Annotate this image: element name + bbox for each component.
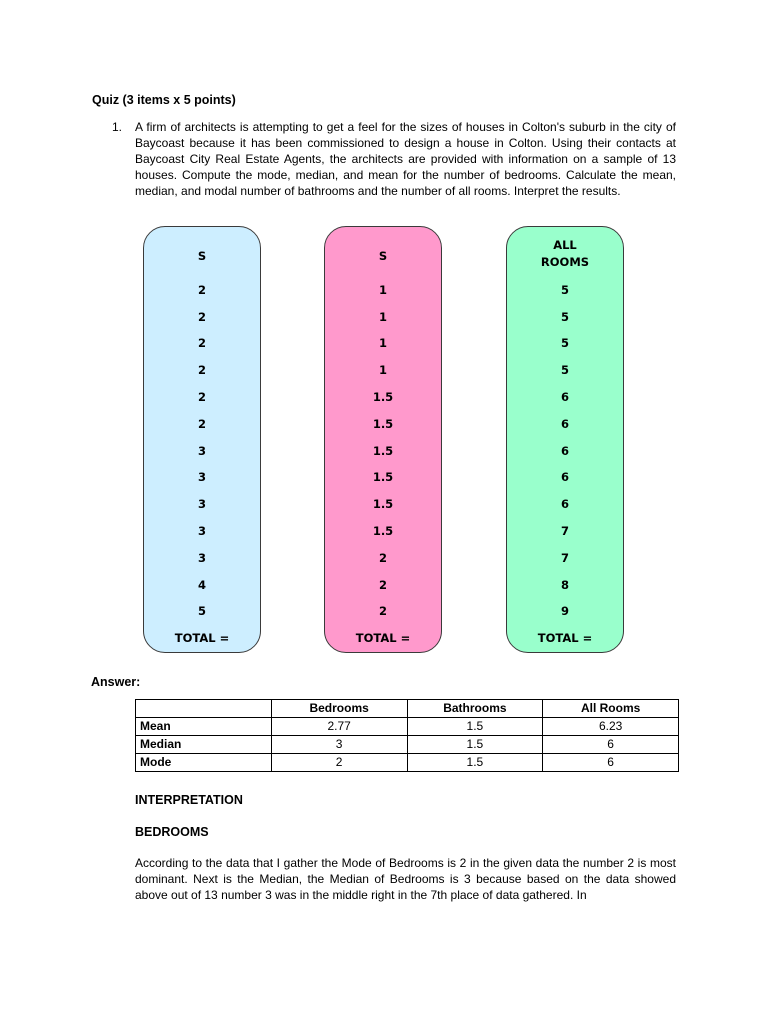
table-cell: 2.77 [271, 718, 407, 736]
table-cell: 1.5 [407, 718, 543, 736]
table-row [136, 754, 679, 772]
column-value: 1.5 [372, 390, 394, 405]
column-value: 1.5 [372, 524, 394, 539]
table-row [136, 736, 679, 754]
all-rooms-column [506, 226, 624, 653]
table-cell: 1.5 [407, 736, 543, 754]
column-value: 7 [560, 550, 569, 565]
bedrooms-heading: BEDROOMS [135, 825, 209, 839]
table-cell: 1.5 [407, 754, 543, 772]
column-value: 2 [378, 550, 387, 565]
column-value: 1.5 [372, 443, 394, 458]
table-cell: 6.23 [543, 718, 679, 736]
interpretation-heading: INTERPRETATION [135, 793, 243, 807]
column-value: 6 [560, 390, 569, 405]
table-cell: 6 [543, 754, 679, 772]
column-value: 2 [197, 363, 206, 378]
column-value: 1 [378, 282, 387, 297]
bathrooms-column [324, 226, 442, 653]
question-text: A firm of architects is attempting to get a feel for the sizes of houses in Colton's suburb in the city of Baycoast because it has been commissioned to design a house in Colton. Using their contacts at Baycoast City Real Estate Agents, the architects are provided with information on a sample of 13 houses. Compute the mode, median, and mean for the number of bedrooms. Calculate the mean, median, and modal number of bathrooms and the number of all rooms. Interpret the results. [135, 120, 676, 198]
column-value: 2 [197, 336, 206, 351]
results-header-cell: Bedrooms [271, 700, 407, 718]
column-value: 5 [560, 363, 569, 378]
column-value: 3 [197, 524, 206, 539]
column-value: 2 [378, 577, 387, 592]
column-header: ALL ROOMS [540, 237, 590, 269]
column-value: 6 [560, 443, 569, 458]
column-value: 1.5 [372, 497, 394, 512]
row-label: Median [136, 736, 272, 754]
column-header: S [378, 249, 388, 264]
column-value: 7 [560, 524, 569, 539]
column-value: 1 [378, 336, 387, 351]
column-total-label: TOTAL = [355, 631, 411, 646]
table-cell: 3 [271, 736, 407, 754]
column-value: 2 [197, 309, 206, 324]
row-label: Mean [136, 718, 272, 736]
column-value: 1.5 [372, 470, 394, 485]
column-value: 5 [560, 309, 569, 324]
column-value: 6 [560, 470, 569, 485]
column-value: 1 [378, 363, 387, 378]
column-value: 2 [197, 416, 206, 431]
column-value: 5 [560, 282, 569, 297]
column-value: 3 [197, 443, 206, 458]
results-header-cell: Bathrooms [407, 700, 543, 718]
column-value: 6 [560, 416, 569, 431]
column-value: 9 [560, 604, 569, 619]
column-value: 1.5 [372, 416, 394, 431]
question-number: 1. [112, 120, 123, 134]
row-label: Mode [136, 754, 272, 772]
column-value: 4 [197, 577, 206, 592]
answer-label: Answer: [91, 675, 141, 689]
column-value: 8 [560, 577, 569, 592]
column-header: S [197, 249, 207, 264]
table-cell: 2 [271, 754, 407, 772]
results-header-cell [136, 700, 272, 718]
bedrooms-paragraph: According to the data that I gather the Mode of Bedrooms is 2 in the given data the number 2 is most dominant. Next is the Median, the Median of Bedrooms is 3 because based on the data showed above out of 13 number 3 was in the middle right in the 7th place of data gathered. In [135, 856, 676, 902]
column-value: 3 [197, 550, 206, 565]
column-value: 5 [560, 336, 569, 351]
column-value: 2 [197, 390, 206, 405]
column-total-label: TOTAL = [174, 631, 230, 646]
results-table [135, 699, 679, 772]
column-value: 3 [197, 497, 206, 512]
results-header-cell: All Rooms [543, 700, 679, 718]
table-row [136, 718, 679, 736]
column-value: 2 [197, 282, 206, 297]
column-total-label: TOTAL = [537, 631, 593, 646]
column-value: 1 [378, 309, 387, 324]
bedrooms-column [143, 226, 261, 653]
table-cell: 6 [543, 736, 679, 754]
results-header-row [136, 700, 679, 718]
column-value: 2 [378, 604, 387, 619]
column-value: 3 [197, 470, 206, 485]
column-value: 5 [197, 604, 206, 619]
column-value: 6 [560, 497, 569, 512]
quiz-heading: Quiz (3 items x 5 points) [92, 93, 236, 107]
